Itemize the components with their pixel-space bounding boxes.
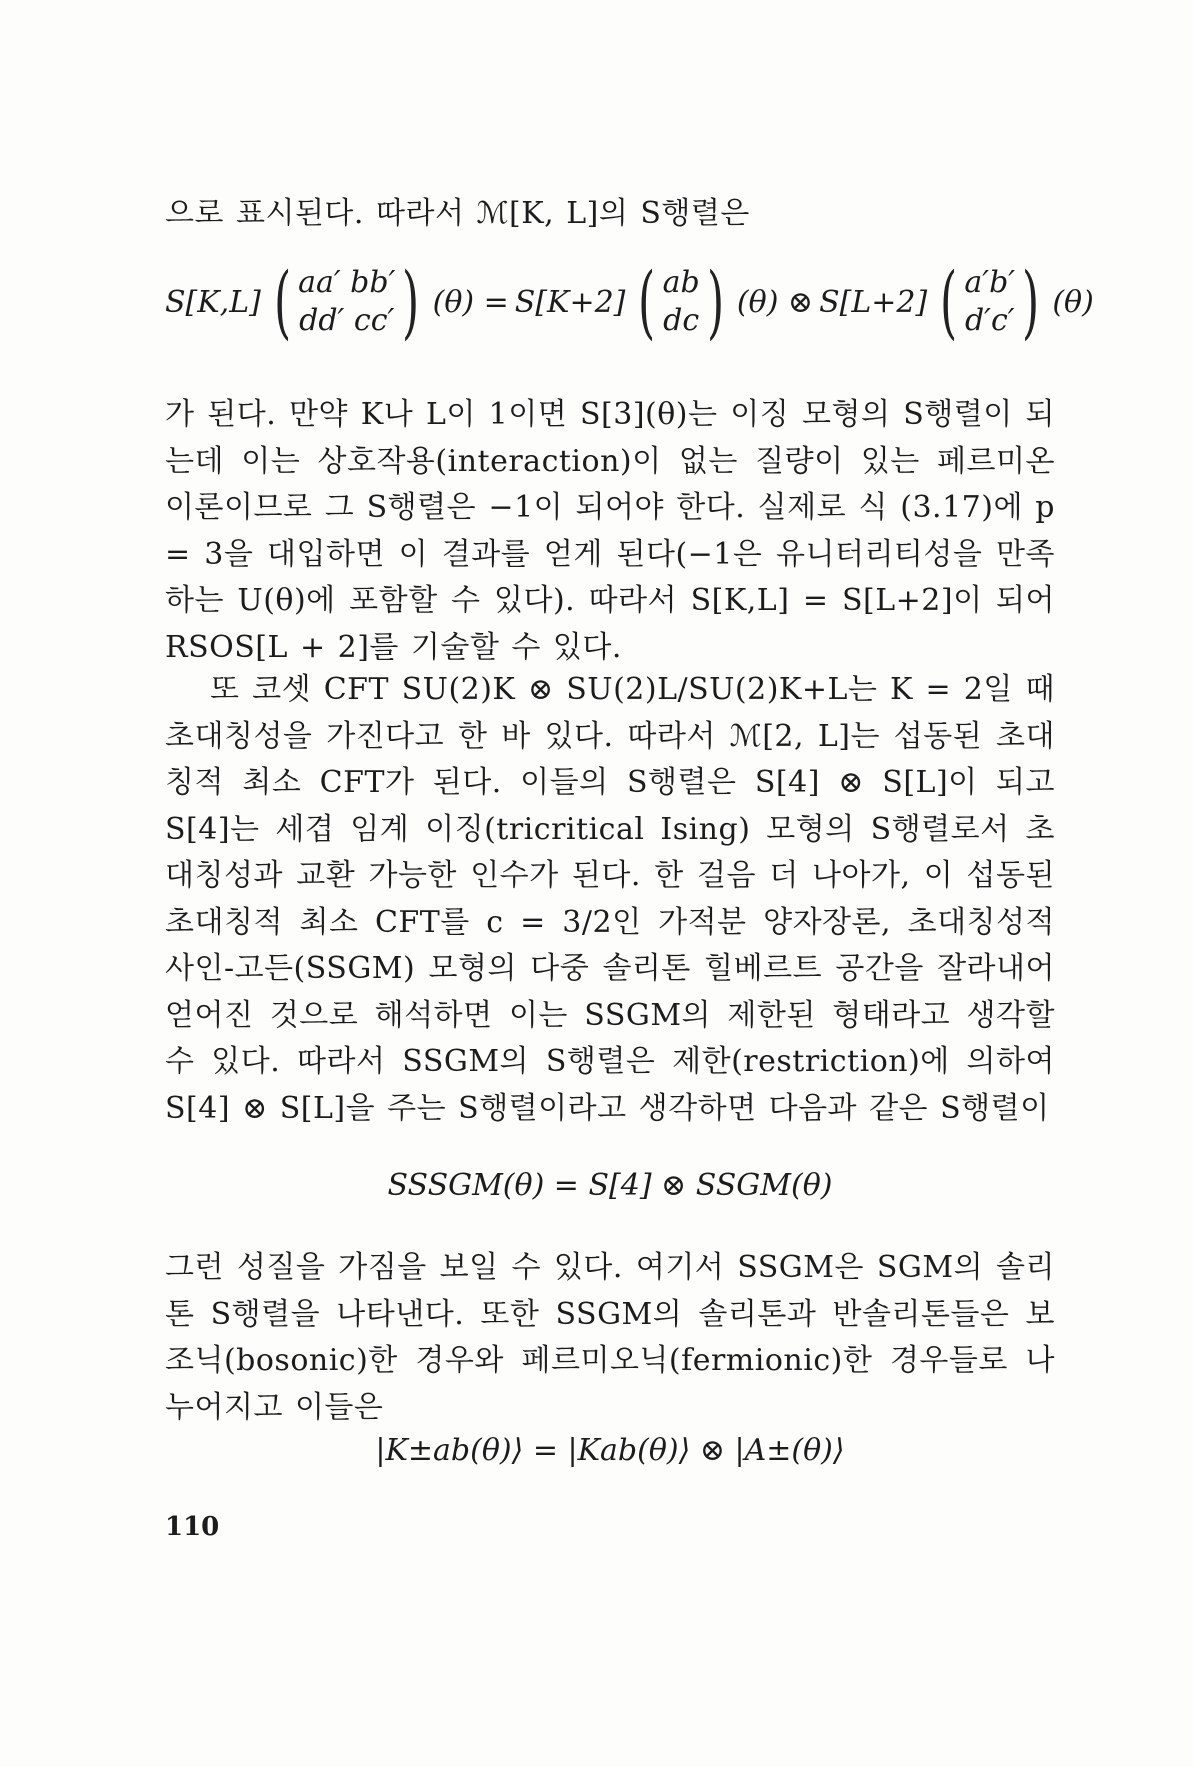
s-matrix-equation	[165, 255, 1094, 348]
paragraph-3	[165, 1245, 1055, 1431]
eq1-r2: S[L+2]	[819, 284, 928, 320]
paragraph-3-text: 그런 성질을 가짐을 보일 수 있다. 여기서 SSGM은 SGM의 솔리톤 S행렬을 나타낸다. 또한 SSGM의 솔리톤과 반솔리톤들은 보조닉(bosonic)한 경우와 페르미오닉(fermionic)한 경우들로 나누어지고 이들은	[165, 1250, 1055, 1425]
page-number: 110	[165, 1512, 220, 1542]
eq1-r1-row2: dc	[663, 303, 700, 338]
eq1-r2-row1: a′b′	[964, 265, 1016, 300]
paragraph-2-text: 또 코셋 CFT SU(2)K ⊗ SU(2)L/SU(2)K+L는 K = 2일 때 초대칭성을 가진다고 한 바 있다. 따라서 ℳ[2, L]는 섭동된 초대칭적 최소 CFT가 된다. 이들의 S행렬은 S[4] ⊗ S[L]이 되고 S[4]는 세겹 임계 이징(tricritical Ising) 모형의 S행렬로서 초대칭성과 교환 가능한 인수가 된다. 한 걸음 더 나아가, 이 섭동된 초대칭적 최소 CFT를 c = 3/2인 가적분 양자장론, 초대칭성적 사인-고든(SSGM) 모형의 다중 솔리톤 힐베르트 공간을 잘라내어 얻어진 것으로 해석하면 이는 SSGM의 제한된 형태라고 생각할 수 있다. 따라서 SSGM의 S행렬은 제한(restriction)에 의하여 S[4] ⊗ S[L]을 주는 S행렬이라고 생각하면 다음과 같은 S행렬이	[165, 672, 1055, 1126]
intro-text: 으로 표시된다. 따라서 ℳ[K, L]의 S행렬은	[165, 196, 750, 231]
eq1-r1-matrix: ( ab dc )	[638, 255, 724, 348]
eq1-otimes: (θ) ⊗	[736, 284, 814, 320]
eq3-text: |K±ab(θ)⟩ = |Kab(θ)⟩ ⊗ |A±(θ)⟩	[375, 1433, 845, 1468]
eq1-lhs: S[K,L]	[165, 284, 261, 320]
ssgm-equation	[165, 1168, 1055, 1203]
eq2-text: SSSGM(θ) = S[4] ⊗ SSGM(θ)	[387, 1168, 833, 1203]
eq1-end: (θ)	[1052, 284, 1094, 320]
paragraph-1	[165, 392, 1055, 671]
eq1-r1: S[K+2]	[514, 284, 626, 320]
paragraph-1-text: 가 된다. 만약 K나 L이 1이면 S[3](θ)는 이징 모형의 S행렬이 되는데 이는 상호작용(interaction)이 없는 질량이 있는 페르미온 이론이므로 그 S행렬은 −1이 되어야 한다. 실제로 식 (3.17)에 p = 3을 대입하면 이 결과를 얻게 된다(−1은 유니터리티성을 만족하는 U(θ)에 포함할 수 있다). 따라서 S[K,L] = S[L+2]이 되어 RSOS[L + 2]를 기술할 수 있다.	[165, 397, 1055, 665]
eq1-r1-row1: ab	[662, 265, 700, 300]
eq1-lhs-row1: aa′ bb′	[298, 265, 396, 300]
paragraph-2	[165, 667, 1055, 1132]
eq1-r2-row2: d′c′	[964, 303, 1015, 338]
eq1-r2-matrix: ( a′b′ d′c′ )	[940, 255, 1040, 348]
eq1-lhs-matrix: ( aa′ bb′ dd′ cc′ )	[273, 255, 420, 348]
intro-line	[165, 191, 1055, 238]
eq1-lhs-row2: dd′ cc′	[299, 303, 395, 338]
eq1-theta: (θ) =	[432, 284, 509, 320]
state-equation	[165, 1433, 1055, 1468]
